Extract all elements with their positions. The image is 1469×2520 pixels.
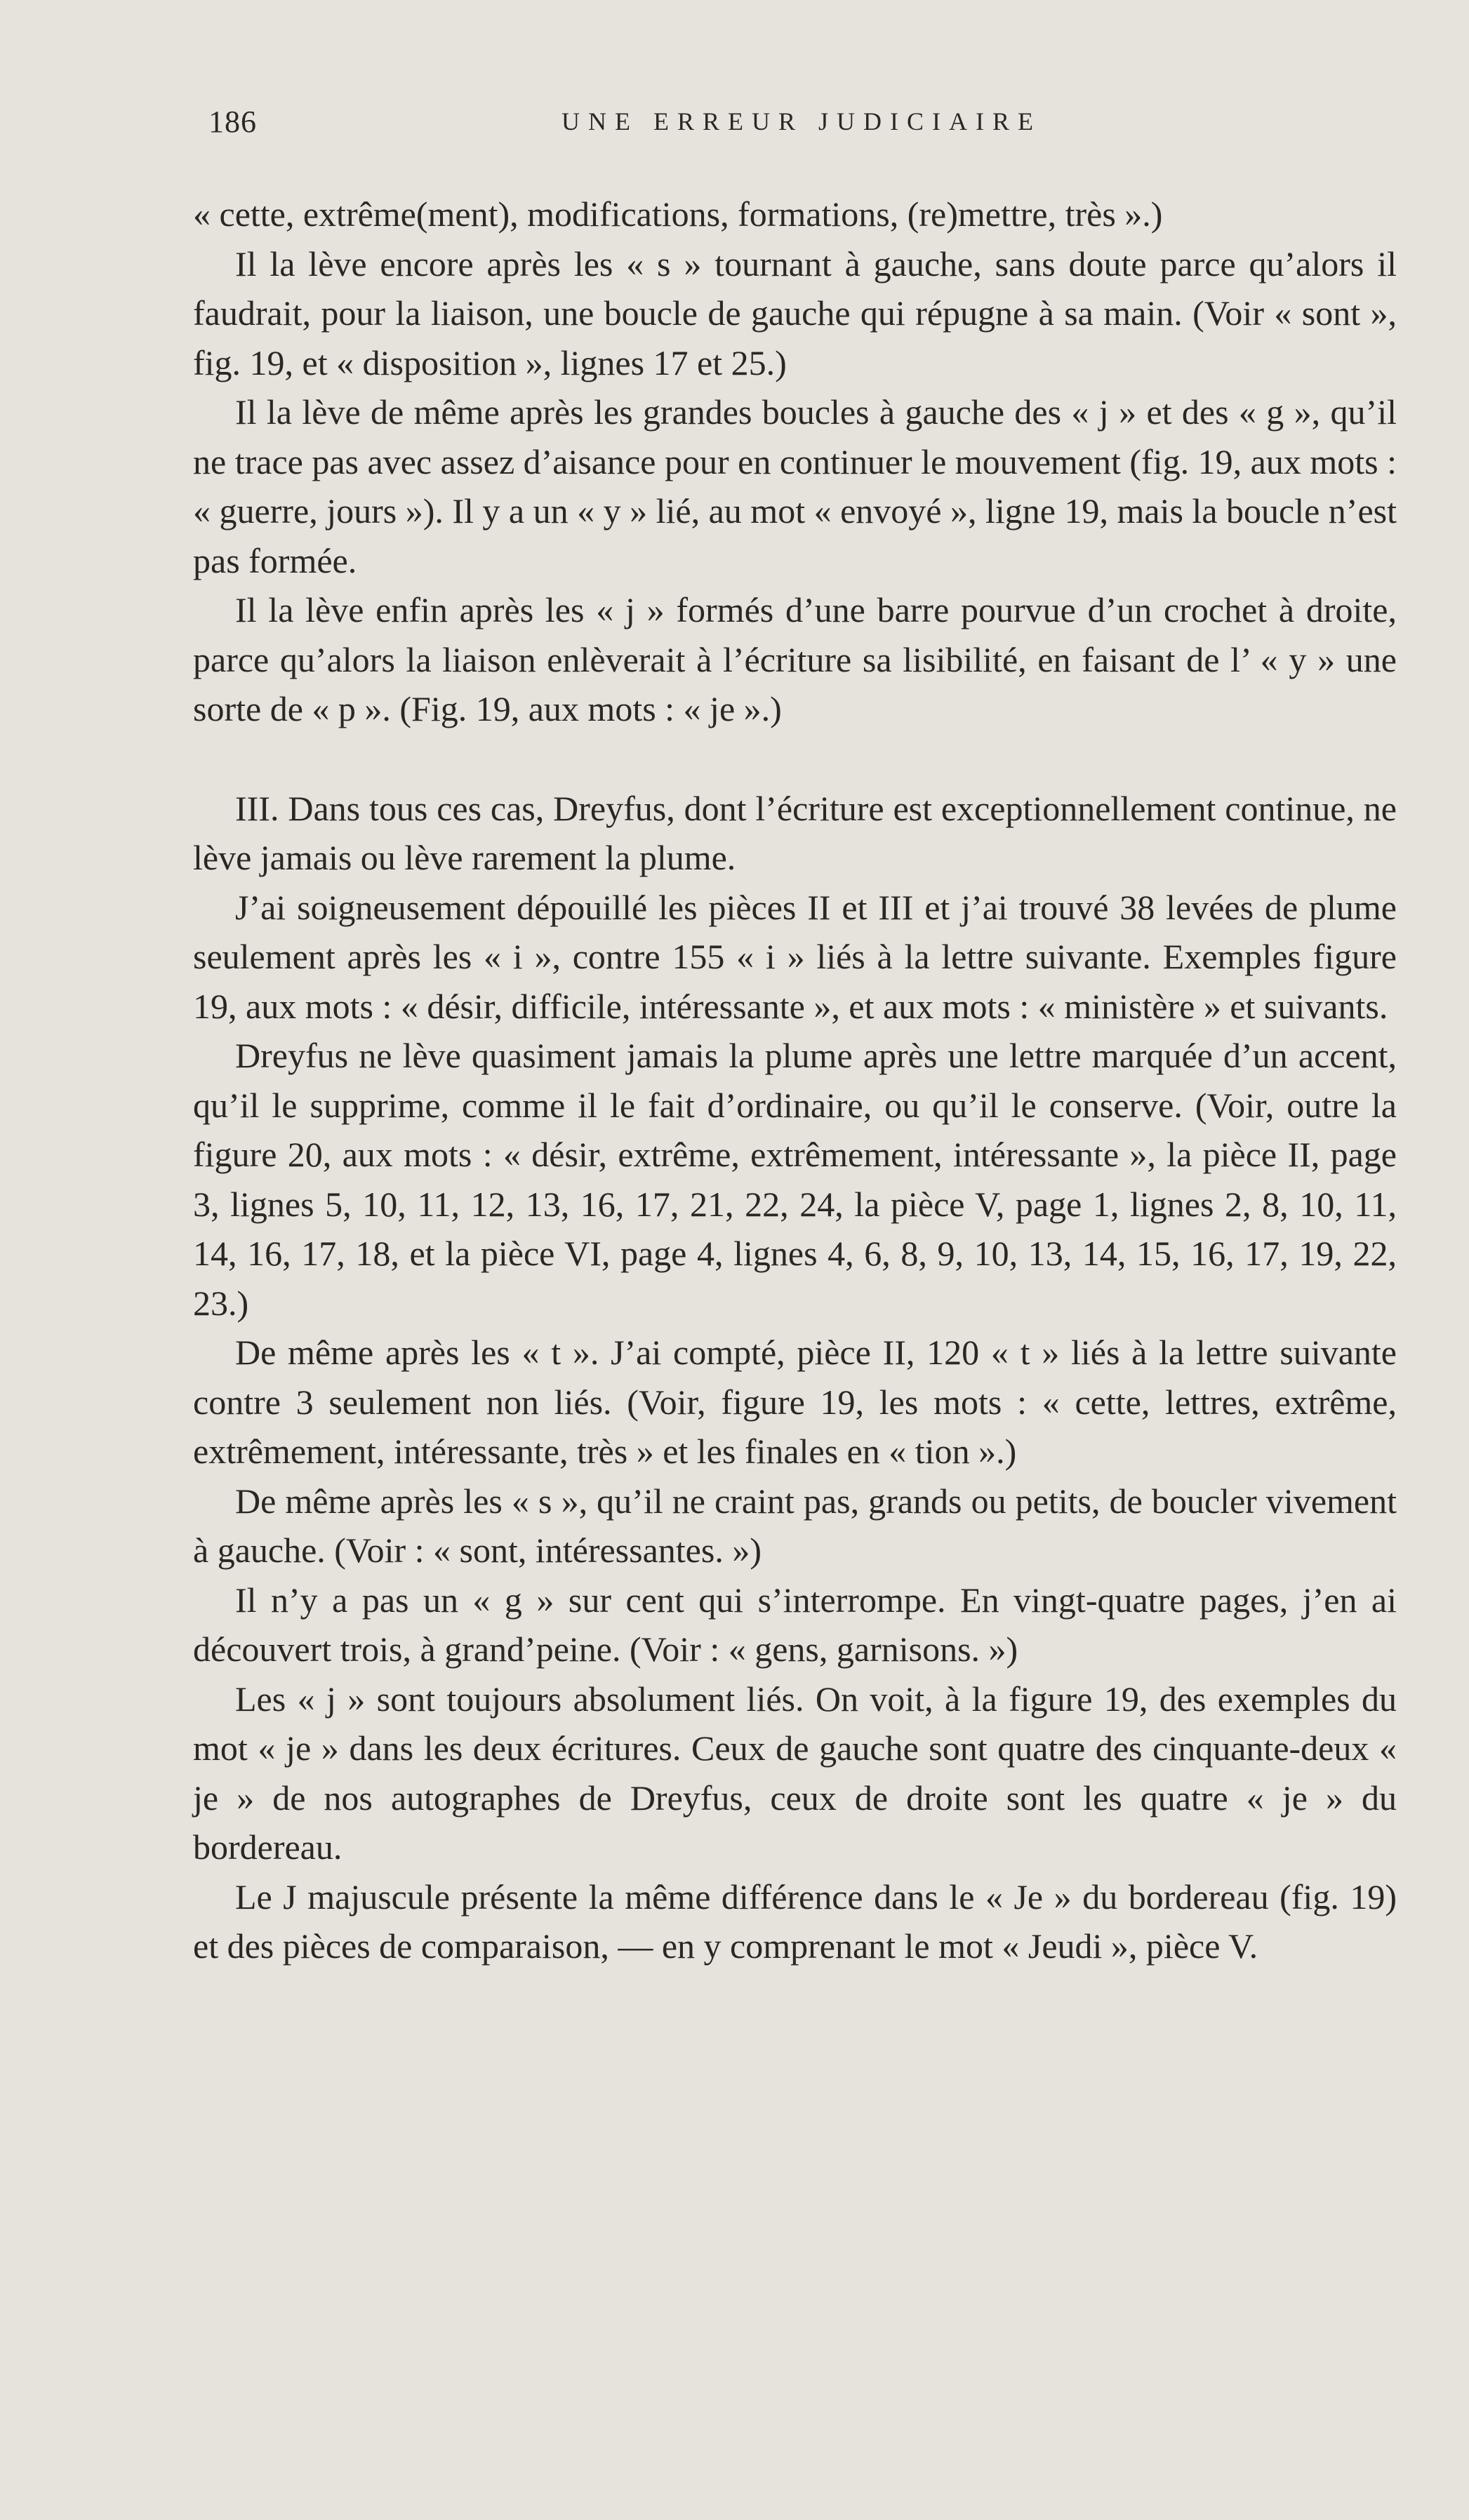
paragraph: De même après les « t ». J’ai compté, pièce II, 120 « t » liés à la lettre suivante contre 3 seulement non liés. (Voir, figure 19, les mots : « cette, lettres, extrême, extrêmement, intéressante, très » et les finales en « tion ».) — [193, 1333, 1397, 1471]
paragraph: « cette, extrême(ment), modifications, formations, (re)mettre, très ».) — [193, 194, 1163, 234]
body-text — [193, 189, 1397, 1971]
paragraph: Il la lève encore après les « s » tournant à gauche, sans doute parce qu’alors il faudrait, pour la liaison, une boucle de gauche qui répugne à sa main. (Voir « sont », fig. 19, et « disposition », lignes 17 et 25.) — [193, 244, 1397, 382]
page-number: 186 — [208, 105, 257, 139]
paragraph: J’ai soigneusement dépouillé les pièces II et III et j’ai trouvé 38 levées de plume seulement après les « i », contre 155 « i » liés à la lettre suivante. Exemples figure 19, aux mots : « désir, difficile, intéressante », et aux mots : « ministère » et suivants. — [193, 887, 1397, 1026]
paragraph: Dreyfus ne lève quasiment jamais la plume après une lettre marquée d’un accent, qu’il le supprime, comme il le fait d’ordinaire, ou qu’il le conserve. (Voir, outre la figure 20, aux mots : « désir, extrême, extrêmement, intéressante », la pièce II, page 3, lignes 5, 10, 11, 12, 13, 16, 17, 21, 22, 24, la pièce V, page 1, lignes 2, 8, 10, 11, 14, 16, 17, 18, et la pièce VI, page 4, lignes 4, 6, 8, 9, 10, 13, 14, 15, 16, 17, 19, 22, 23.) — [193, 1036, 1397, 1323]
paragraph: Les « j » sont toujours absolument liés. On voit, à la figure 19, des exemples du mot « je » dans les deux écritures. Ceux de gauche sont quatre des cinquante-deux « je » de nos autographes de Dreyfus, ceux de droite sont les quatre « je » du bordereau. — [193, 1679, 1397, 1867]
paragraph: Le J majuscule présente la même différence dans le « Je » du bordereau (fig. 19) et des pièces de comparaison, — en y comprenant le mot « Jeudi », pièce V. — [193, 1876, 1397, 1966]
page-header — [193, 98, 1288, 147]
paragraph: Il n’y a pas un « g » sur cent qui s’interrompe. En vingt-quatre pages, j’en ai découvert trois, à grand’peine. (Voir : « gens, garnisons. ») — [193, 1580, 1397, 1669]
paragraph: Il la lève enfin après les « j » formés d’une barre pourvue d’un crochet à droite, parce qu’alors la liaison enlèverait à l’écriture sa lisibilité, en faisant de l’ « y » une sorte de « p ». (Fig. 19, aux mots : « je ».) — [193, 590, 1397, 728]
paragraph: Il la lève de même après les grandes boucles à gauche des « j » et des « g », qu’il ne trace pas avec assez d’aisance pour en continuer le mouvement (fig. 19, aux mots : « guerre, jours »). Il y a un « y » lié, au mot « envoyé », ligne 19, mais la boucle n’est pas formée. — [193, 392, 1397, 580]
paragraph: De même après les « s », qu’il ne craint pas, grands ou petits, de boucler vivement à gauche. (Voir : « sont, intéressantes. ») — [193, 1481, 1397, 1570]
running-title: UNE ERREUR JUDICIAIRE — [561, 107, 1042, 135]
section-paragraph: III. Dans tous ces cas, Dreyfus, dont l’écriture est exceptionnellement continue, ne lève jamais ou lève rarement la plume. — [193, 788, 1397, 877]
